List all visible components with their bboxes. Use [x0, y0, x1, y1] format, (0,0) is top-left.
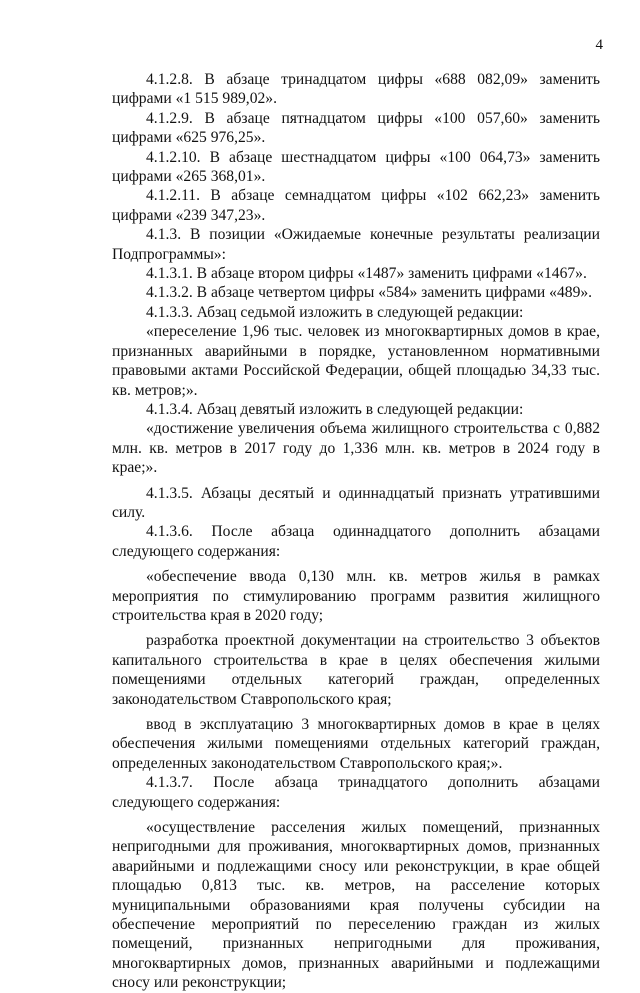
paragraph: 4.1.2.8. В абзаце тринадцатом цифры «688 082,09» заменить цифрами «1 515 989,02». [112, 71, 600, 108]
paragraph: «осуществление расселения жилых помещений, признанных непригодными для проживания, многоквартирных домов, признанных аварийными и подлежащими сносу или реконструкции, в крае общей площадью 0,813 тыс. кв. метров, на расселение которых муниципальными образованиями края получены субсидии на обеспечение мероприятий по переселению граждан из жилых помещений, признанных непригодными для проживания, многоквартирных домов, признанных аварийными и подлежащими сносу или реконструкции; [112, 819, 600, 992]
paragraph: 4.1.2.9. В абзаце пятнадцатом цифры «100 057,60» заменить цифрами «625 976,25». [112, 109, 600, 147]
paragraph: 4.1.3.2. В абзаце четвертом цифры «584» заменить цифрами «489». [146, 284, 593, 302]
paragraph: 4.1.3.4. Абзац девятый изложить в следующей редакции: [146, 400, 524, 418]
paragraph: 4.1.3. В позиции «Ожидаемые конечные результаты реализации Подпрограммы»: [112, 226, 600, 263]
paragraph: 4.1.3.3. Абзац седьмой изложить в следующей редакции: [146, 303, 524, 321]
paragraph: 4.1.3.6. После абзаца одиннадцатого дополнить абзацами следующего содержания: [112, 523, 600, 560]
paragraph: «обеспечение ввода 0,130 млн. кв. метров жилья в рамках мероприятия по стимулированию программ развития жилищного строительства края в 2020 году; [112, 568, 600, 624]
paragraph: 4.1.2.10. В абзаце шестнадцатом цифры «100 064,73» заменить цифрами «265 368,01». [112, 148, 600, 186]
paragraph: «достижение увеличения объема жилищного строительства с 0,882 млн. кв. метров в 2017 году до 1,336 млн. кв. метров в 2024 году в крае;». [112, 420, 600, 477]
paragraph: 4.1.3.1. В абзаце втором цифры «1487» заменить цифрами «1467». [146, 265, 587, 283]
paragraph: «переселение 1,96 тыс. человек из многоквартирных домов в крае, признанных аварийными в порядке, установленном нормативными правовыми актами Российской Федерации, общей площадью 34,33 тыс. кв. метров;». [112, 323, 600, 399]
page-number: 4 [595, 37, 603, 53]
paragraph: 4.1.2.11. В абзаце семнадцатом цифры «102 662,23» заменить цифрами «239 347,23». [112, 187, 600, 224]
paragraph: 4.1.3.7. После абзаца тринадцатого дополнить абзацами следующего содержания: [112, 774, 600, 811]
paragraph: 4.1.3.5. Абзацы десятый и одиннадцатый признать утратившими силу. [112, 484, 600, 521]
paragraph: ввод в эксплуатацию 3 многоквартирных домов в крае в целях обеспечения жилыми помещениями отдельных категорий граждан, определенных законодательством Ставропольского края;». [112, 716, 600, 772]
document-body [112, 70, 600, 993]
paragraph: разработка проектной документации на строительство 3 объектов капитального строительства в крае в целях обеспечения жилыми помещениями отдельных категорий граждан, определенных законодательством Ставропольского края; [112, 632, 600, 708]
